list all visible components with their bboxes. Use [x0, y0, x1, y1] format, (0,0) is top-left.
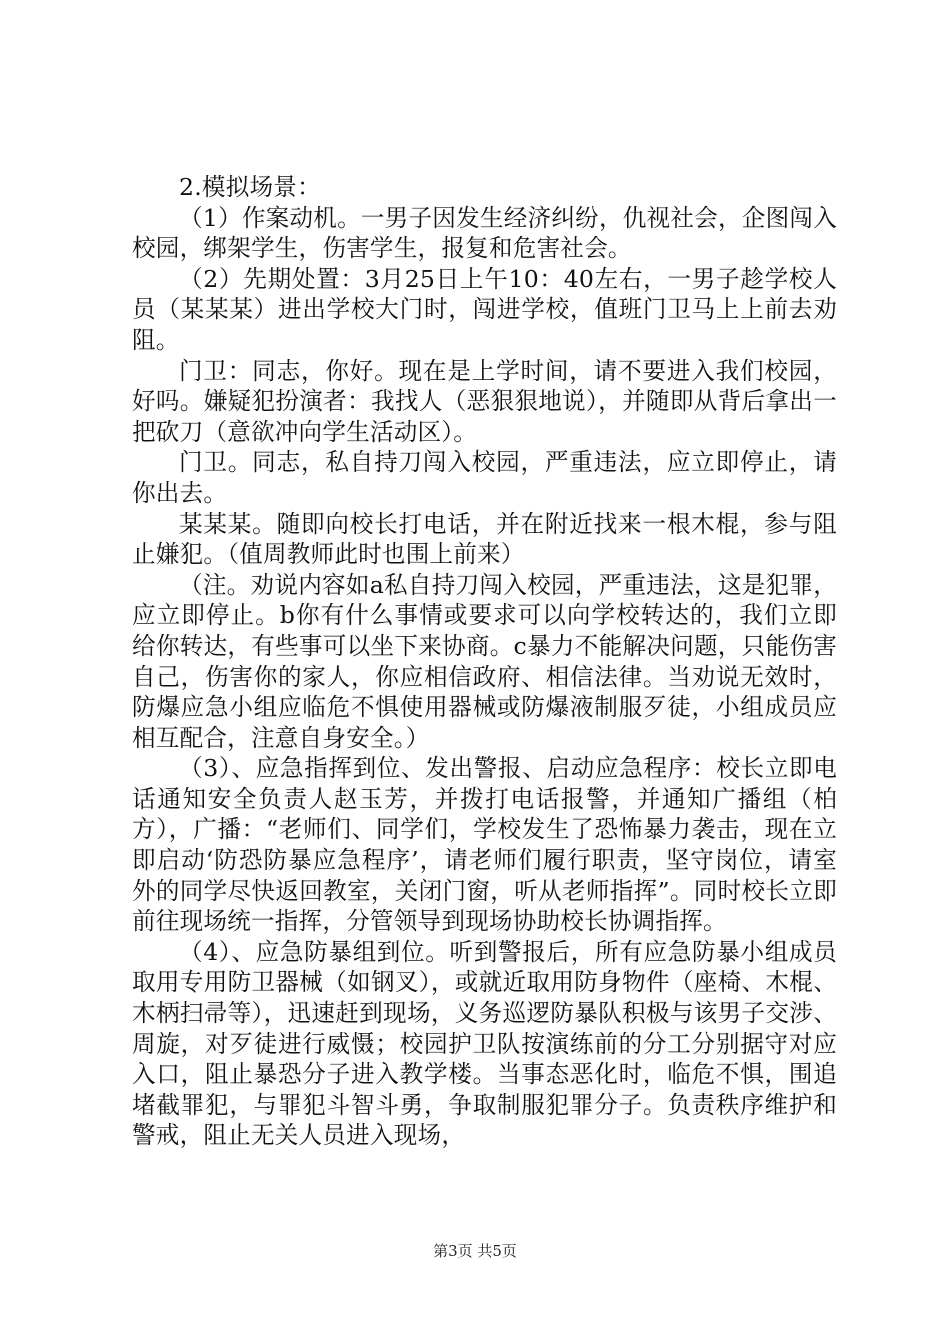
paragraph-guard-dialogue: 门卫：同志，你好。现在是上学时间，请不要进入我们校园，好吗。嫌疑犯扮演者：我找人（恶狠狠地说），并随即从背后拿出一把砍刀（意欲冲向学生活动区）。: [132, 356, 837, 446]
paragraph-crime-motive: （1）作案动机。一男子因发生经济纠纷，仇视社会，企图闯入校园，绑架学生，伤害学生，报复和危害社会。: [132, 203, 837, 263]
page-number-footer: 第3页 共5页: [433, 1242, 517, 1260]
document-body: [132, 172, 837, 1151]
paragraph-initial-response: （2）先期处置：3月25日上午10：40左右，一男子趁学校人员（某某某）进出学校大门时，闯进学校，值班门卫马上上前去劝阻。: [132, 264, 837, 354]
paragraph-persuasion-note: （注。劝说内容如a私自持刀闯入校园，严重违法，这是犯罪，应立即停止。b你有什么事情或要求可以向学校转达的，我们立即给你转达，有些事可以坐下来协商。c暴力不能解决问题，只能伤害自己，伤害你的家人，你应相信政府、相信法律。当劝说无效时，防爆应急小组应临危不惧使用器械或防爆液制服歹徒，小组成员应相互配合，注意自身安全。）: [132, 570, 837, 752]
paragraph-emergency-command: （3）、应急指挥到位、发出警报、启动应急程序：校长立即电话通知安全负责人赵玉芳，并拨打电话报警，并通知广播组（柏方），广播：“老师们、同学们，学校发生了恐怖暴力袭击，现在立即启动‘防恐防暴应急程序’，请老师们履行职责，坚守岗位，请室外的同学尽快返回教室，关闭门窗，听从老师指挥”。同时校长立即前往现场统一指挥，分管领导到现场协助校长协调指挥。: [132, 754, 837, 936]
paragraph-riot-team: （4）、应急防暴组到位。听到警报后，所有应急防暴小组成员取用专用防卫器械（如钢叉），或就近取用防身物件（座椅、木棍、木柄扫帚等），迅速赶到现场，义务巡逻防暴队积极与该男子交涉、周旋，对歹徒进行威慑；校园护卫队按演练前的分工分别据守对应入口，阻止暴恐分子进入教学楼。当事态恶化时，临危不惧，围追堵截罪犯，与罪犯斗智斗勇，争取制服犯罪分子。负责秩序维护和警戒，阻止无关人员进入现场，: [132, 937, 837, 1150]
paragraph-staff-action: 某某某。随即向校长打电话，并在附近找来一根木棍，参与阻止嫌犯。（值周教师此时也围上前来）: [132, 509, 837, 569]
paragraph-guard-warning: 门卫。同志，私自持刀闯入校园，严重违法，应立即停止，请你出去。: [132, 448, 837, 507]
section-heading-simulation-scene: 2.模拟场景：: [179, 173, 321, 201]
